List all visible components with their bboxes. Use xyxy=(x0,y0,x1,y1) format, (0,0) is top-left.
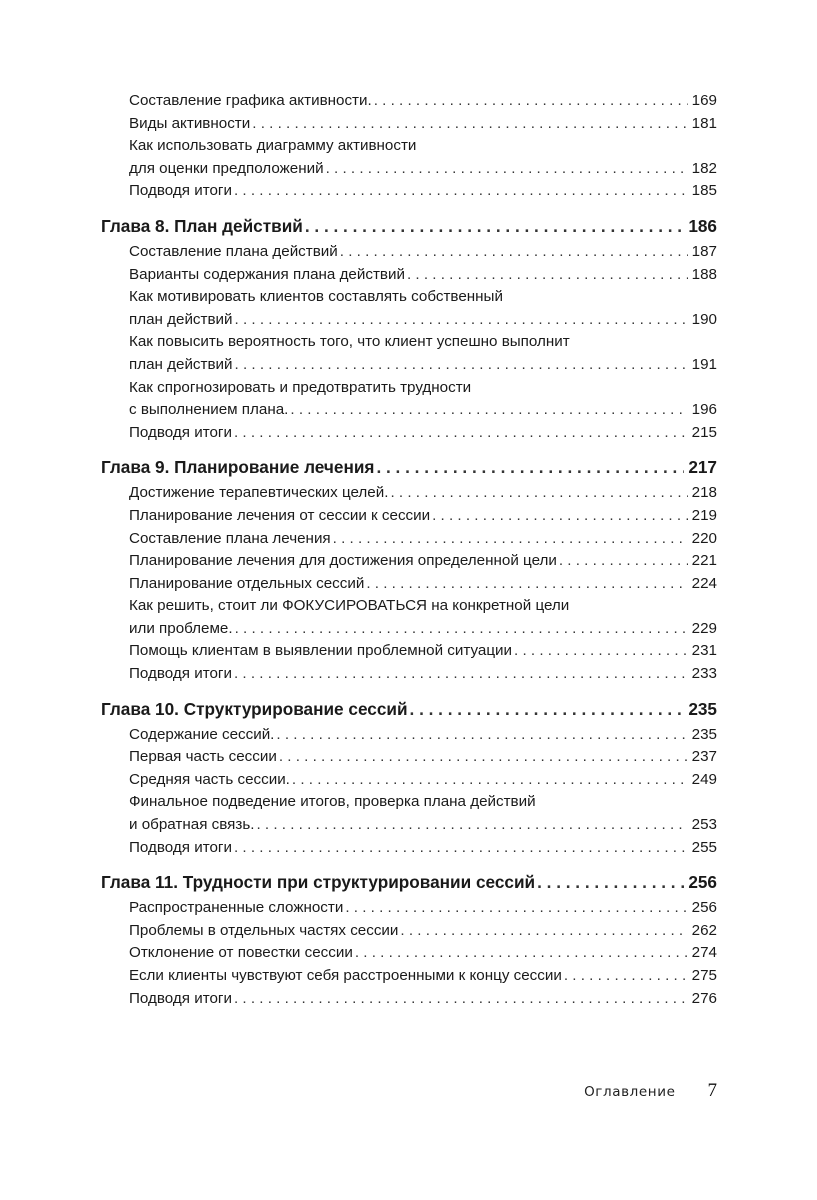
entry-page-number: 181 xyxy=(691,114,717,132)
toc-entry xyxy=(101,135,717,180)
entry-page-number: 218 xyxy=(691,484,717,502)
entry-page-number: 253 xyxy=(691,816,717,834)
entry-page-number: 185 xyxy=(691,182,717,200)
toc-chapter xyxy=(101,870,717,894)
entry-title-line: Как мотивировать клиентов составлять собственный xyxy=(129,288,503,306)
entry-page-number: 249 xyxy=(691,770,717,788)
entry-title-line: Виды активности xyxy=(129,114,251,132)
page-number: 7 xyxy=(707,1080,717,1101)
toc-chapter xyxy=(101,697,717,721)
toc-entry xyxy=(101,791,717,836)
entry-title-line: Помощь клиентам в выявлении проблемной ситуации xyxy=(129,642,513,660)
entry-page-number: 255 xyxy=(691,838,717,856)
entry-title-line: Проблемы в отдельных частях сессии xyxy=(129,921,399,939)
toc-entry xyxy=(101,965,717,988)
toc-entry xyxy=(101,241,717,264)
toc-entry xyxy=(101,724,717,747)
toc-entry xyxy=(101,837,717,860)
dot-leader xyxy=(333,528,688,551)
toc-entry xyxy=(101,377,717,422)
entry-title-line: Планирование лечения от сессии к сессии xyxy=(129,506,431,524)
toc-entry xyxy=(101,550,717,573)
entry-title-line: Планирование лечения для достижения определенной цели xyxy=(129,552,557,570)
toc-entry xyxy=(101,897,717,920)
dot-leader xyxy=(390,482,687,505)
entry-page-number: 276 xyxy=(691,989,717,1007)
entry-title-line: Как спрогнозировать и предотвратить трудности xyxy=(129,378,472,396)
entry-title-line: Распространенные сложности xyxy=(129,899,344,917)
toc-entry xyxy=(101,988,717,1011)
dot-leader xyxy=(340,241,688,264)
toc-entry xyxy=(101,90,717,113)
toc-entry xyxy=(101,180,717,203)
entry-title-line: Как использовать диаграмму активности xyxy=(129,137,417,155)
dot-leader xyxy=(234,988,688,1011)
entry-title-line: Подводя итоги xyxy=(129,838,232,856)
dot-leader xyxy=(407,264,688,287)
entry-page-number: 262 xyxy=(691,921,717,939)
dot-leader xyxy=(252,113,687,136)
toc-entry xyxy=(101,573,717,596)
entry-page-number: 169 xyxy=(691,92,717,109)
chapter-title: Глава 9. Планирование лечения xyxy=(101,457,375,478)
entry-title-line: Подводя итоги xyxy=(129,182,232,200)
entry-title-line: Как решить, стоит ли ФОКУСИРОВАТЬСЯ на конкретной цели xyxy=(129,597,570,615)
entry-title-line: план действий xyxy=(129,355,233,373)
dot-leader xyxy=(376,455,684,479)
entry-title-line: Достижение терапевтических целей. xyxy=(129,484,389,502)
entry-page-number: 275 xyxy=(691,967,717,984)
entry-title-line: Подводя итоги xyxy=(129,989,232,1007)
entry-title-line: или проблеме. xyxy=(129,619,233,637)
entry-page-number: 196 xyxy=(691,401,717,419)
chapter-title: Глава 8. План действий xyxy=(101,215,303,236)
chapter-title: Глава 11. Трудности при структурировании сессий xyxy=(101,872,536,893)
dot-leader xyxy=(537,870,684,894)
dot-leader xyxy=(234,663,688,686)
dot-leader xyxy=(432,505,688,528)
dot-leader xyxy=(290,399,687,422)
chapter-title: Глава 10. Структурирование сессий xyxy=(101,698,408,719)
dot-leader xyxy=(235,354,688,377)
chapter-page-number: 256 xyxy=(688,872,717,893)
toc-entry xyxy=(101,528,717,551)
toc-entry xyxy=(101,640,717,663)
dot-leader xyxy=(374,90,688,113)
entry-title-line: Если клиенты чувствуют себя расстроенными к концу сессии xyxy=(129,967,562,984)
entry-page-number: 220 xyxy=(691,529,717,547)
entry-page-number: 256 xyxy=(691,899,717,917)
running-title: Оглавление xyxy=(584,1084,676,1100)
entry-page-number: 221 xyxy=(691,552,717,570)
toc-entry xyxy=(101,113,717,136)
entry-title-line: Первая часть сессии xyxy=(129,748,277,766)
toc-entry xyxy=(101,920,717,943)
entry-title-line: Содержание сессий. xyxy=(129,725,275,743)
entry-page-number: 219 xyxy=(691,506,717,524)
entry-title-line: Составление графика активности. xyxy=(129,92,372,109)
entry-page-number: 182 xyxy=(691,159,717,177)
dot-leader xyxy=(235,618,688,641)
entry-page-number: 191 xyxy=(691,355,717,373)
entry-title-line: для оценки предположений xyxy=(129,159,324,177)
toc-entry xyxy=(101,286,717,331)
toc-entry xyxy=(101,769,717,792)
dot-leader xyxy=(400,920,687,943)
entry-title-line: Планирование отдельных сессий xyxy=(129,574,365,592)
toc-entry xyxy=(101,264,717,287)
toc-entry xyxy=(101,505,717,528)
entry-page-number: 215 xyxy=(691,423,717,441)
toc-entry xyxy=(101,663,717,686)
toc-entry xyxy=(101,942,717,965)
dot-leader xyxy=(234,422,688,445)
entry-page-number: 190 xyxy=(691,310,717,328)
dot-leader xyxy=(326,158,688,181)
chapter-page-number: 186 xyxy=(688,215,717,236)
toc-entry xyxy=(101,482,717,505)
dot-leader xyxy=(256,814,687,837)
entry-title-line: Как повысить вероятность того, что клиент успешно выполнит xyxy=(129,333,570,351)
table-of-contents xyxy=(101,90,717,1010)
entry-title-line: Подводя итоги xyxy=(129,665,232,683)
chapter-page-number: 235 xyxy=(688,698,717,719)
dot-leader xyxy=(234,180,688,203)
chapter-page-number: 217 xyxy=(688,457,717,478)
entry-page-number: 274 xyxy=(691,944,717,962)
dot-leader xyxy=(276,724,687,747)
entry-page-number: 233 xyxy=(691,665,717,683)
entry-title-line: Подводя итоги xyxy=(129,423,232,441)
entry-page-number: 231 xyxy=(691,642,717,660)
entry-page-number: 229 xyxy=(691,619,717,637)
entry-title-line: с выполнением плана. xyxy=(129,401,289,419)
entry-title-line: Составление плана действий xyxy=(129,242,338,260)
toc-chapter xyxy=(101,455,717,479)
entry-title-line: Варианты содержания плана действий xyxy=(129,265,405,283)
dot-leader xyxy=(514,640,688,663)
entry-title-line: план действий xyxy=(129,310,233,328)
dot-leader xyxy=(305,214,684,238)
dot-leader xyxy=(279,746,688,769)
dot-leader xyxy=(366,573,687,596)
entry-title-line: Финальное подведение итогов, проверка плана действий xyxy=(129,793,536,811)
entry-title-line: Средняя часть сессии. xyxy=(129,770,290,788)
dot-leader xyxy=(292,769,688,792)
toc-chapter xyxy=(101,214,717,238)
toc-entry xyxy=(101,422,717,445)
entry-page-number: 237 xyxy=(691,748,717,766)
dot-leader xyxy=(235,309,688,332)
toc-entry xyxy=(101,331,717,376)
entry-page-number: 224 xyxy=(691,574,717,592)
toc-entry xyxy=(101,595,717,640)
dot-leader xyxy=(564,965,688,988)
dot-leader xyxy=(410,697,685,721)
entry-page-number: 235 xyxy=(691,725,717,743)
entry-title-line: Составление плана лечения xyxy=(129,529,331,547)
entry-page-number: 187 xyxy=(691,242,717,260)
page-footer xyxy=(0,1080,717,1102)
entry-title-line: и обратная связь. xyxy=(129,816,255,834)
entry-title-line: Отклонение от повестки сессии xyxy=(129,944,353,962)
toc-entry xyxy=(101,746,717,769)
dot-leader xyxy=(345,897,687,920)
dot-leader xyxy=(559,550,688,573)
entry-page-number: 188 xyxy=(691,265,717,283)
dot-leader xyxy=(355,942,688,965)
dot-leader xyxy=(234,837,688,860)
